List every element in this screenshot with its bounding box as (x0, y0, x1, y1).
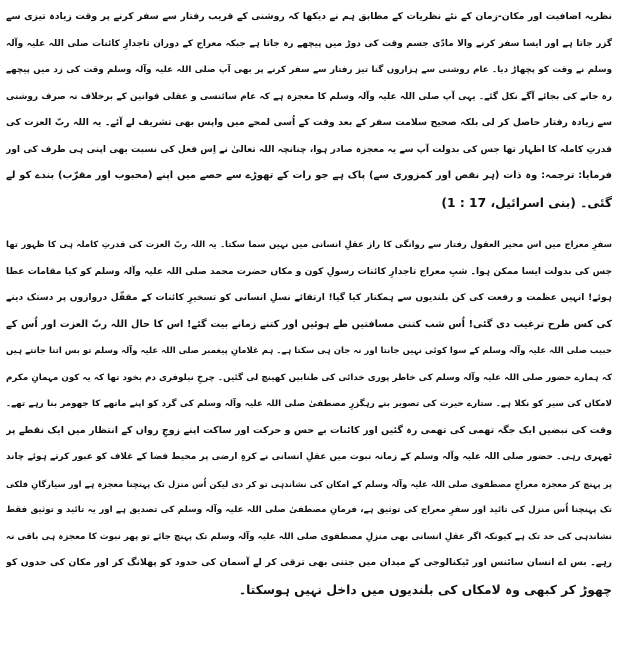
paragraph-relativity (6, 4, 612, 216)
text-line: رہے۔ بس اے انسان سائنس اور ٹیکنالوجی کے میدان میں جتنی بھی ترقی کر لے آسمان کی حدود کو پھلانگ کر اور مکان کی حدوں کو (6, 557, 612, 568)
text-line: کی کس طرح ترغیب دی گئی! اُس شب کتنی مسافتیں طے ہوئیں اور کتنے زمانے بیت گئے! اس کا حال اللہ ربّ العزت اور اُس کے (6, 318, 612, 330)
text-line: لامکاں کی سیر کو نکلا ہے۔ ستارے حیرت کی تصویر بنے رہگزرِ مصطفیٰ صلی اللہ علیہ وآلہ وسلم کی گرد کو اپنے ماتھے کا جھومر بنا رہے تھے۔ (6, 399, 612, 409)
text-line: وقت کی نبضیں ایک جگہ تھمی کی تھمی رہ گئیں اور کائنات بے حس و حرکت اور ساکت اپنے زوجِ رواں کے انتظار میں ایک نقطے پر (6, 424, 612, 436)
paragraph-gap (6, 216, 612, 232)
text-line: ہوئے! انہیں عظمت و رفعت کی کن بلندیوں سے ہمکنار کیا گیا! ارتقائے نسلِ انسانی کو تسخیرِ کائنات کے مقفّل دروازوں پر دستک دینے (6, 293, 612, 303)
text-line: پر پہنچ کر معجزہ معراجِ مصطفوی صلی اللہ علیہ وآلہ وسلم کے امکان کی نشاندہی تو کر دی لیکن اُس منزل تک پہنچنا معجزہ ہے اور سیارگانِ فلکی (6, 478, 612, 489)
text-line: سے زیادہ رفتار حاصل کر لی بلکہ صحیح سلامت سفر کے بعد وقت کے اُسی لمحے میں واپس بھی تشریف لے آئے۔ یہ اللہ ربّ العزت کی (6, 117, 612, 128)
paragraph-miraj (6, 232, 612, 603)
text-line: کہ ہمارے حضور صلی اللہ علیہ وآلہ وسلم کی خاطر پوری خدائی کی طنابیں کھینچ لی گئیں۔ چرخِ نیلوفری دم بخود تھا کہ یہ کون مہمانِ مکرم (6, 372, 612, 383)
text-line: رہ جانے کی بجائے آگے نکل گئے۔ یہی آپ صلی اللہ علیہ وآلہ وسلم کا معجزہ ہے کہ عام سائنسی و عقلی قوانین کے برخلاف نہ صرف روشنی (6, 91, 612, 102)
text-line: فرمایا: ترجمہ: وہ ذات (ہر نقص اور کمزوری سے) پاک ہے جو رات کے تھوڑے سے حصے میں اپنے (محبوب اور مقرّب) بندے کو لے (6, 170, 612, 181)
article-page (6, 4, 612, 649)
text-line: قدرتِ کاملہ کا اظہار تھا جس کی بدولت آپ سے یہ معجزہ صادر ہوا، چنانچہ اللہ تعالیٰ نے اِس فعل کی نسبت بھی اپنی ہی طرف کی اور (6, 144, 612, 155)
text-line: گزر جاتا ہے اور ایسا سفر کرنے والا مادّی جسم وقت کی دوڑ میں پیچھے رہ جاتا ہے جبکہ معراج کے دوران تاجدارِ کائنات صلی اللہ علیہ وآلہ (6, 38, 612, 49)
text-line: گئی۔ (بنی اسرائیل، 17 : 1) (441, 195, 612, 210)
text-line: ٹھہری رہی۔ حضور صلی اللہ علیہ وآلہ وسلم کے زمانہ نبوت میں عقلِ انسانی نے کرہِ ارضی پر محیط فضا کے غلاف کو عبور کرتے ہوئے چاند (6, 452, 612, 462)
text-line: حبیب صلی اللہ علیہ وآلہ وسلم کے سوا کوئی نہیں جانتا اور نہ جان ہی سکتا ہے۔ ہم غلامانِ پیغمبر صلی اللہ علیہ وآلہ وسلم تو بس اتنا جانتے ہیں (6, 346, 612, 356)
text-line: نظریہ اضافیت اور مکان-زمان کے نئے نظریات کے مطابق ہم نے دیکھا کہ روشنی کے قریب رفتار سے سفر کرنے پر وقت زیادہ تیزی سے (6, 11, 612, 22)
text-line: نشاندہی کی حد تک ہے کیونکہ اگر عقلِ انسانی بھی منزلِ مصطفوی صلی اللہ علیہ وآلہ وسلم تک پہنچ جائے تو پھر نبوت کا معجزہ ہی باقی نہ (6, 531, 612, 542)
text-line: جس کی بدولت ایسا ممکن ہوا۔ شبِ معراج تاجدارِ کائنات رسولِ کون و مکاں حضرت محمد صلی اللہ علیہ وآلہ وسلم کو کیا مقامات عطا (6, 266, 612, 277)
text-line: وسلم نے وقت کو پچھاڑ دیا۔ عام روشنی سے ہزاروں گنا تیز رفتار سے سفر کرنے پر بھی آپ صلی اللہ علیہ وآلہ وسلم وقت کی زد میں پیچھے (6, 65, 612, 75)
text-line: سفرِ معراج میں اس محیر العقول رفتار سے روانگی کا راز عقلِ انسانی میں نہیں سما سکتا۔ یہ اللہ ربّ العزت کی قدرتِ کاملہ ہی کا ظہور تھا (6, 240, 612, 250)
text-line: چھوڑ کر کبھی وہ لامکاں کی بلندیوں میں داخل نہیں ہوسکتا۔ (238, 582, 612, 597)
text-line: تک پہنچنا اُس منزل کی تائید اور سفرِ معراج کی توثیق ہے، فرمانِ مصطفیٰ صلی اللہ علیہ وآلہ وسلم کی تصدیق ہے اور یہ تائید و توثیق فقط (6, 505, 612, 515)
